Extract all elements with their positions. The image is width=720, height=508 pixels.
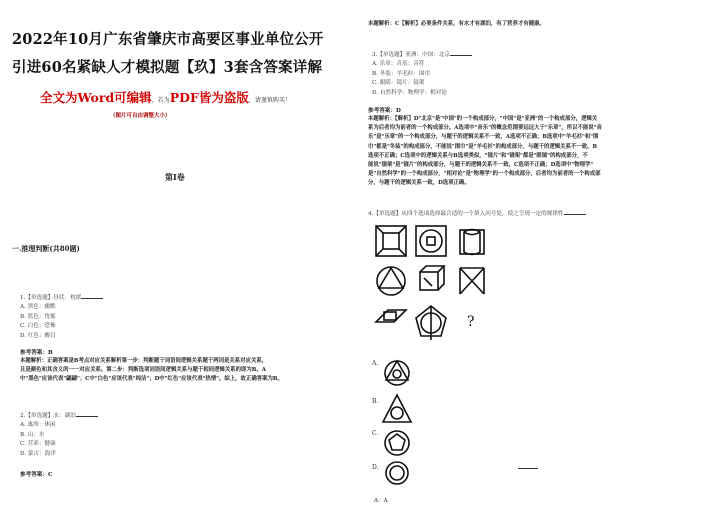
question-2-option-c: C. 营养：健康 bbox=[20, 441, 56, 448]
volume-heading: 第I卷 bbox=[165, 172, 185, 182]
question-2 bbox=[20, 410, 98, 459]
question-2-answer: 参考答案：C bbox=[20, 472, 53, 478]
question-1-explanation bbox=[20, 357, 356, 385]
question-1-stem: 1.【单选题】昼伏：枕席 bbox=[20, 292, 103, 303]
image-resize-note: （图片可自由调整大小） bbox=[110, 113, 171, 119]
option-a-circle-triangle-icon bbox=[380, 356, 414, 390]
promo-word-editable: 全文为Word可编辑 bbox=[40, 90, 152, 105]
question-1 bbox=[20, 292, 103, 341]
question-3-expl-line: 能说"镜架"是"镜片"的构成部分，与题干的逻辑关系不一致，C选项不正确；D选项中"物理学" bbox=[368, 162, 594, 169]
answer-blank-line bbox=[518, 468, 538, 469]
promo-pdf-pirated: PDF皆为盗版 bbox=[169, 90, 249, 105]
question-4-figure-grid bbox=[372, 222, 492, 342]
question-2-stem: 2.【单选题】水：湖泊 bbox=[20, 410, 98, 421]
question-2-option-d: D. 蒙古：海洋 bbox=[20, 450, 56, 457]
question-2-option-b: B. 山：水 bbox=[20, 431, 45, 438]
question-3-answer: 参考答案：D bbox=[368, 108, 401, 114]
document-title-line-2: 引进60名紧缺人才模拟题【玖】3套含答案详解 bbox=[12, 59, 323, 76]
question-3-expl-line: 分，与题干的逻辑关系一致，D选项正确。 bbox=[368, 180, 470, 187]
question-3-expl-line: 巾"都是"冬装"的构成部分，不能说"围巾"是"羊毛衫"的构成部分，与题干的逻辑关系不一致，B bbox=[368, 143, 598, 150]
question-3-expl-line: 本题解析：【解析】D"北京"是"中国"的一个构成部分，"中国"是"亚洲"的一个构成部分，逻辑关 bbox=[368, 116, 598, 122]
question-3-expl-line: 乐"是"乐章"的一个构成部分，与题干的逻辑关系不一致，A选项不正确；B选项中"羊毛衫"和"围 bbox=[368, 134, 599, 141]
question-3-option-b: B. 冬装：羊毛衫：围巾 bbox=[372, 70, 431, 77]
question-3-option-c: C. 眼睛：镜片：镜架 bbox=[372, 80, 425, 87]
option-c-circle-pentagon-icon bbox=[380, 426, 414, 460]
question-1-option-b: B. 蓝色：忧郁 bbox=[20, 313, 56, 320]
question-2-explanation: 本题解析：C【解析】必要条件关系，有水才有湖泊，有了营养才有健康。 bbox=[368, 21, 545, 27]
question-1-expl-line: 中"黑色"应该代表"翩翩"；C中"白色"应该代表"纯洁"；D中"红色"应该代表"热情"。综上，故正确答案为B。 bbox=[20, 376, 283, 383]
figure-circle-triangle-icon bbox=[377, 267, 405, 295]
question-3-expl-line: 系为后者均为前者的一个构成部分。A选项中"音乐"的概念范围要远远大于"乐章"，所以不能说"音 bbox=[368, 125, 602, 132]
option-d-double-circle-icon bbox=[380, 458, 414, 488]
question-3-explanation bbox=[368, 115, 708, 189]
question-2-option-a: A. 寓所：休闲 bbox=[20, 422, 56, 429]
figure-pentagon-circle-icon bbox=[416, 306, 446, 340]
question-1-answer: 参考答案：B bbox=[20, 350, 53, 356]
question-4-option-a-label: A. bbox=[372, 360, 379, 367]
question-4-option-b-label: B. bbox=[372, 398, 379, 405]
question-3-option-a: A. 乐章：音乐：音符 bbox=[372, 61, 425, 68]
promo-line bbox=[40, 88, 360, 106]
question-3-option-d: D. 自然科学：物理学：相对论 bbox=[372, 89, 447, 96]
figure-rhombus-rect-icon bbox=[376, 310, 406, 322]
promo-sep: ，若为 bbox=[151, 97, 170, 104]
question-3 bbox=[372, 49, 472, 98]
figure-cube-icon bbox=[420, 266, 444, 290]
figure-question-mark: ? bbox=[467, 314, 475, 330]
question-4-answer-a: A：A bbox=[374, 498, 388, 504]
question-3-stem: 3.【单选题】亚洲：中国：北京 bbox=[372, 49, 472, 60]
figure-square-x-icon bbox=[376, 226, 406, 256]
question-4-option-d-label: D. bbox=[372, 464, 379, 471]
question-1-expl-line: 本题解析：正确答案是B考点对应关系解析第一步：判断题干词语间逻辑关系题干两词是关系对应关系， bbox=[20, 358, 268, 364]
question-4-option-c-label: C. bbox=[372, 430, 379, 437]
section-heading: 一.推理判断(共80题) bbox=[12, 244, 80, 253]
question-1-option-a: A. 黑色：幽默 bbox=[20, 304, 56, 311]
figure-cylinder-icon bbox=[460, 230, 484, 255]
document-title-line-1: 2022年10月广东省肇庆市高要区事业单位公开 bbox=[12, 31, 324, 48]
question-4-stem: 4.【单选题】从四个选项选择最合适的一个填入问号处，使之呈现一定的规律性 bbox=[368, 208, 586, 219]
question-3-expl-line: 是"自然科学"的一个构成部分，"相对论"是"物理学"的一个构成部分，后者均为前者的一个构成部 bbox=[368, 171, 601, 178]
option-b-triangle-circle-icon bbox=[380, 392, 414, 428]
figure-circle-square-icon bbox=[416, 226, 446, 256]
question-1-option-c: C. 白色：恐怖 bbox=[20, 323, 56, 330]
figure-bowtie-icon bbox=[460, 268, 484, 294]
question-3-expl-line: 选项不正确；C选项中的逻辑关系与B选项类似，"镜片"和"镜架"都是"眼镜"的构成部分，不 bbox=[368, 152, 588, 159]
question-1-expl-line: 且是颜色和其含义的一一对应关系。第二步：判断选项词语间逻辑关系与题干相同逻辑关系的即为B。A bbox=[20, 367, 266, 374]
question-1-option-d: D. 红色：醒目 bbox=[20, 332, 56, 339]
promo-tail: ，请谨慎购买！ bbox=[248, 97, 291, 104]
